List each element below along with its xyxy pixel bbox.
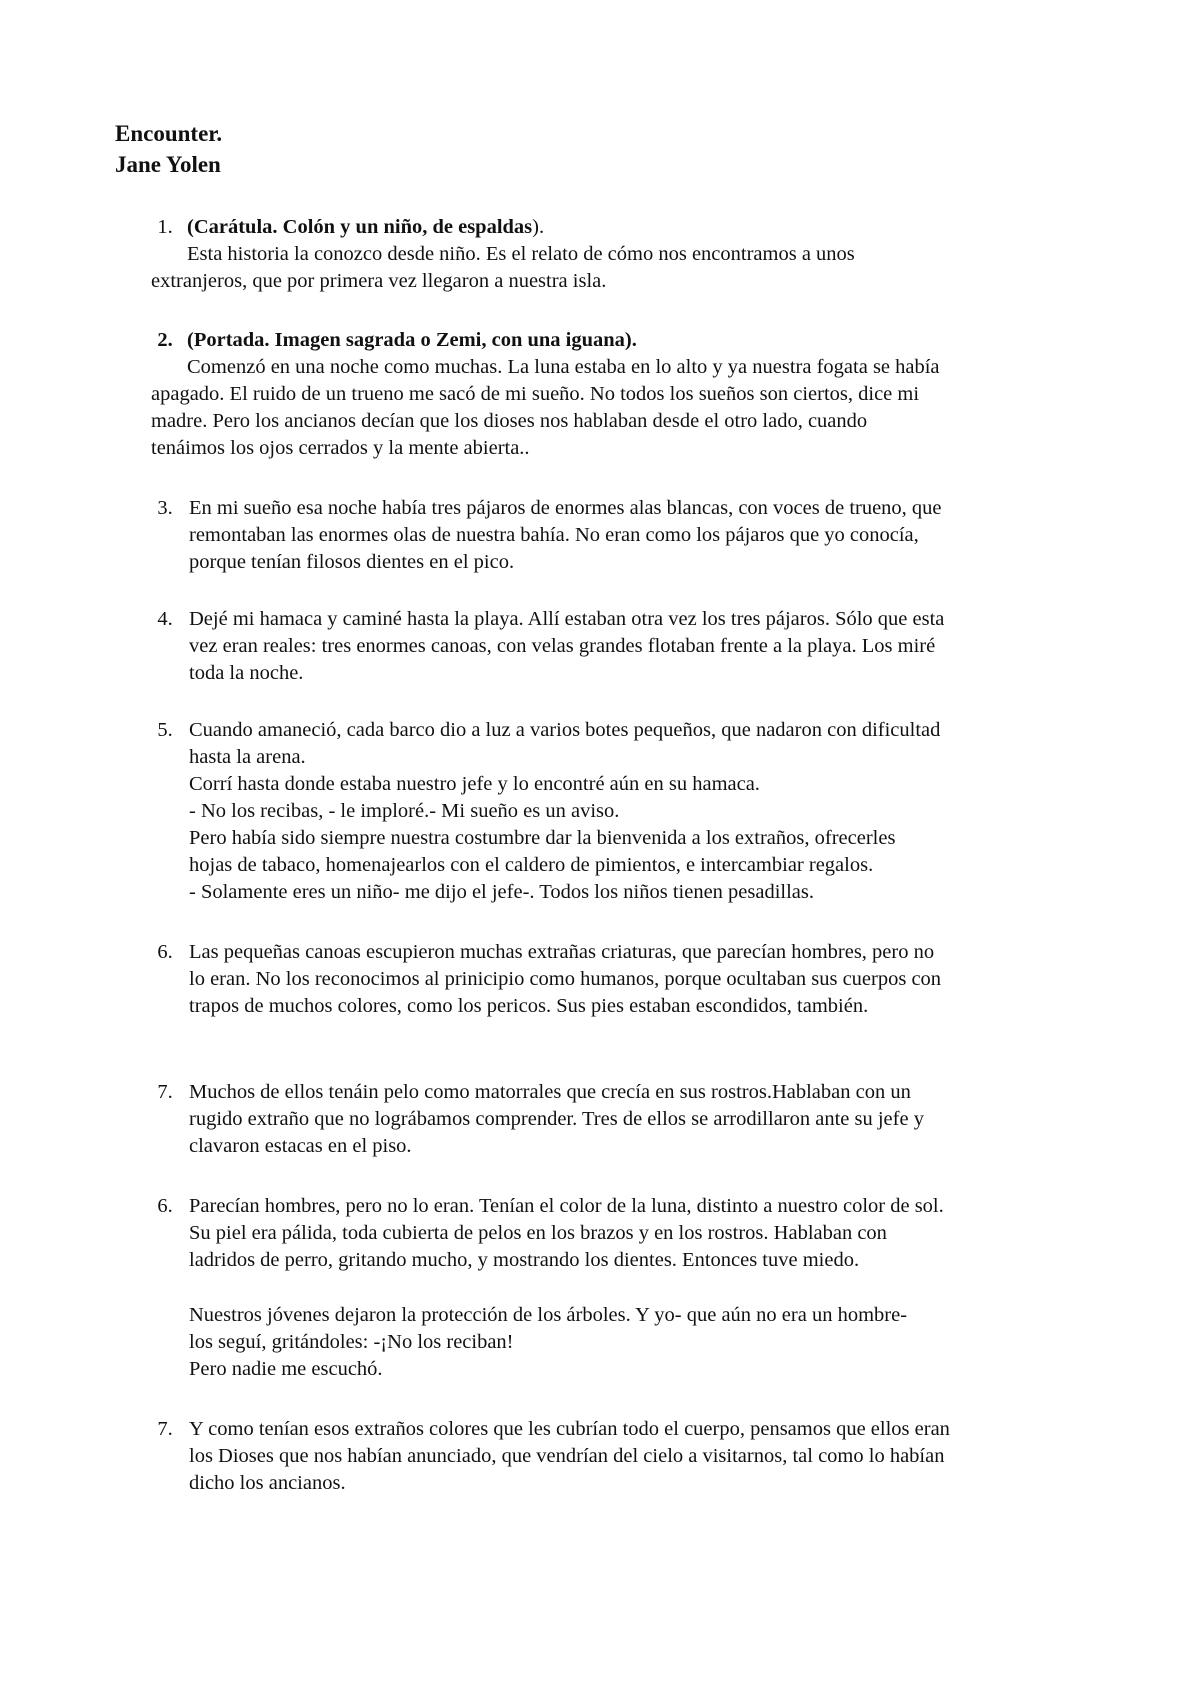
paragraph-line: Esta historia la conozco desde niño. Es el relato de cómo nos encontramos a unos xyxy=(187,243,855,265)
section-number: 4. xyxy=(157,608,173,630)
paragraph-line: vez eran reales: tres enormes canoas, con velas grandes flotaban frente a la playa. Los miré xyxy=(189,635,936,657)
paragraph-line: ladridos de perro, gritando mucho, y mostrando los dientes. Entonces tuve miedo. xyxy=(189,1249,860,1271)
section-number: 1. xyxy=(157,216,173,238)
paragraph-line: extranjeros, que por primera vez llegaron a nuestra isla. xyxy=(151,270,607,292)
paragraph-line: madre. Pero los ancianos decían que los dioses nos hablaban desde el otro lado, cuando xyxy=(151,410,868,432)
paragraph-line: - No los recibas, - le imploré.- Mi sueño es un aviso. xyxy=(189,800,620,822)
paragraph-line: los seguí, gritándoles: -¡No los reciban! xyxy=(189,1331,514,1353)
section-heading xyxy=(187,326,637,354)
paragraph-line: - Solamente eres un niño- me dijo el jefe-. Todos los niños tienen pesadillas. xyxy=(189,881,815,903)
paragraph-line: los Dioses que nos habían anunciado, que vendrían del cielo a visitarnos, tal como lo habían xyxy=(189,1445,945,1467)
paragraph-line: hasta la arena. xyxy=(189,746,306,768)
document-author: Jane Yolen xyxy=(115,152,221,177)
section-number: 7. xyxy=(157,1418,173,1440)
section-heading xyxy=(187,213,544,241)
paragraph-line: Nuestros jóvenes dejaron la protección de los árboles. Y yo- que aún no era un hombre- xyxy=(189,1304,908,1326)
paragraph-line: Parecían hombres, pero no lo eran. Tenían el color de la luna, distinto a nuestro color de sol. xyxy=(189,1195,944,1217)
document-title: Encounter. xyxy=(115,121,223,146)
section-number: 6. xyxy=(157,941,173,963)
heading-bold: (Portada. Imagen sagrada o Zemi, con una iguana). xyxy=(187,329,637,351)
paragraph-line: hojas de tabaco, homenajearlos con el caldero de pimientos, e intercambiar regalos. xyxy=(189,854,874,876)
paragraph-line: toda la noche. xyxy=(189,662,304,684)
paragraph-line: Y como tenían esos extraños colores que les cubrían todo el cuerpo, pensamos que ellos eran xyxy=(189,1418,950,1440)
section-number: 7. xyxy=(157,1081,173,1103)
paragraph-line: lo eran. No los reconocimos al prinicipio como humanos, porque ocultaban sus cuerpos con xyxy=(189,968,942,990)
paragraph-line: Cuando amaneció, cada barco dio a luz a varios botes pequeños, que nadaron con dificultad xyxy=(189,719,941,741)
paragraph-line: dicho los ancianos. xyxy=(189,1472,346,1494)
paragraph-line: Su piel era pálida, toda cubierta de pelos en los brazos y en los rostros. Hablaban con xyxy=(189,1222,887,1244)
paragraph-line: remontaban las enormes olas de nuestra bahía. No eran como los pájaros que yo conocía, xyxy=(189,524,919,546)
paragraph-line: Pero nadie me escuchó. xyxy=(189,1358,383,1380)
section-number: 2. xyxy=(157,329,173,351)
heading-bold: (Carátula. Colón y un niño, de espaldas xyxy=(187,216,533,238)
section-number: 6. xyxy=(157,1195,173,1217)
paragraph-line: tenáimos los ojos cerrados y la mente abierta.. xyxy=(151,437,530,459)
paragraph-line: En mi sueño esa noche había tres pájaros de enormes alas blancas, con voces de trueno, que xyxy=(189,497,942,519)
paragraph-line: trapos de muchos colores, como los pericos. Sus pies estaban escondidos, también. xyxy=(189,995,869,1017)
section-number: 3. xyxy=(157,497,173,519)
paragraph-line: rugido extraño que no lográbamos comprender. Tres de ellos se arrodillaron ante su jefe y xyxy=(189,1108,924,1130)
paragraph-line: clavaron estacas en el piso. xyxy=(189,1135,412,1157)
section-number: 5. xyxy=(157,719,173,741)
paragraph-line: Comenzó en una noche como muchas. La luna estaba en lo alto y ya nuestra fogata se había xyxy=(187,356,940,378)
paragraph-line: Muchos de ellos tenáin pelo como matorrales que crecía en sus rostros.Hablaban con un xyxy=(189,1081,911,1103)
paragraph-line: Las pequeñas canoas escupieron muchas extrañas criaturas, que parecían hombres, pero no xyxy=(189,941,935,963)
paragraph-line: Pero había sido siempre nuestra costumbre dar la bienvenida a los extraños, ofrecerles xyxy=(189,827,896,849)
paragraph-line: apagado. El ruido de un trueno me sacó de mi sueño. No todos los sueños son ciertos, dice mi xyxy=(151,383,920,405)
paragraph-line: Corrí hasta donde estaba nuestro jefe y lo encontré aún en su hamaca. xyxy=(189,773,760,795)
heading-tail: ). xyxy=(532,216,545,238)
paragraph-line: porque tenían filosos dientes en el pico. xyxy=(189,551,515,573)
paragraph-line: Dejé mi hamaca y caminé hasta la playa. Allí estaban otra vez los tres pájaros. Sólo que esta xyxy=(189,608,945,630)
